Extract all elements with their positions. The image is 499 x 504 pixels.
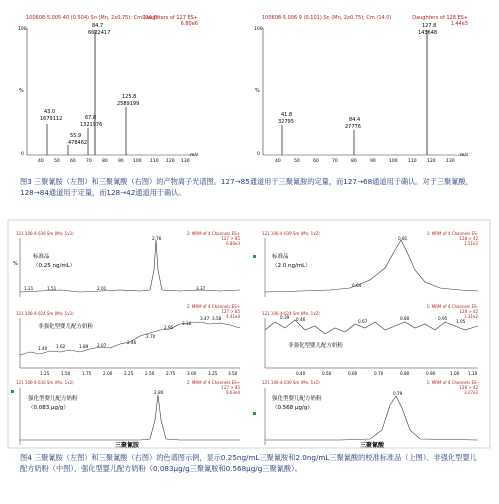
peak-label: 3.16 — [182, 321, 192, 326]
x-tick-label: 2.00 — [103, 371, 113, 376]
fig3-right-peak-label: 127.8 — [422, 23, 437, 29]
y-label: % — [13, 261, 18, 267]
x-tick-label: 90 — [118, 159, 124, 164]
peak-label: 0.46 — [296, 317, 306, 322]
fig3-right-scale: 1.44e5 — [450, 21, 468, 27]
x-tick-label: 2.50 — [145, 371, 155, 376]
panel-label: （0.083 μg/g） — [28, 405, 69, 411]
fig3-right-spectrum — [254, 15, 469, 164]
panel-header: 127 > 85 — [221, 309, 240, 314]
x-tick-label: 60 — [70, 159, 76, 164]
fig3-left-scale: 6.80e6 — [180, 21, 198, 27]
panel-label: 强化型婴儿配方奶粉 — [28, 396, 78, 402]
x-tick-label: 80 — [351, 159, 357, 164]
peak-label: 0.80 — [400, 316, 410, 321]
peak-label: 0.64 — [352, 283, 362, 288]
peak-label: 1.40 — [38, 346, 48, 351]
peak-label: 2.80 — [154, 390, 164, 395]
fig3-caption — [20, 176, 482, 198]
x-tick-label: 1.00 — [450, 371, 460, 376]
x-ticks — [40, 371, 238, 376]
x-tick-label: 1.25 — [40, 371, 50, 376]
fig3-left-peak-label: 84.7 — [92, 23, 104, 29]
panel-header: 121 106-4-030 Sm (Mn, 1x2) — [262, 380, 320, 385]
fig4-caption — [20, 452, 482, 474]
fig3-left-peak-label: 67.8 — [85, 115, 97, 121]
x-tick-label: 80 — [102, 159, 108, 164]
panel-label: 标准品 — [272, 254, 289, 260]
panel-header: 9.63e4 — [226, 390, 240, 395]
fig3-left-header: 100608-5.005 40 (0.504) Sn (Mn, 2x0.75); Cm (14.0) — [26, 15, 159, 21]
peak-label: 1.51 — [47, 286, 57, 291]
fig3-right-y100: 100 — [254, 27, 263, 32]
panel-header: 121 106-4-030 Sm (Mn, 1x2) — [16, 380, 74, 385]
panel-header: 1: MRM of 4 Channels ES- — [426, 231, 478, 236]
compound-label: 三聚氰酸 — [360, 442, 385, 449]
x-tick-label: 100 — [389, 159, 398, 164]
fig3-right-peak-label: 41.8 — [281, 112, 293, 118]
panel-label: （0.568 μg/g） — [272, 405, 313, 411]
panel-header: 2: MRM of 4 Channels ES+ — [186, 304, 240, 309]
peak-label: 2.76 — [152, 236, 162, 241]
panel-header: 121 106-4-024 Sm (Mn, 1x2) — [262, 311, 320, 316]
panel-header: 3.27e3 — [464, 390, 478, 395]
x-tick-label: 40 — [275, 159, 281, 164]
peak-label: 2.01 — [97, 286, 107, 291]
panel-header: 127 > 85 — [221, 385, 240, 390]
fig3-left-peak-label: 43.0 — [44, 109, 56, 115]
x-tick-label: 1.75 — [82, 371, 92, 376]
fig3-left-xticks — [38, 152, 199, 164]
x-tick-label: 120 — [427, 159, 436, 164]
panel-header: 6.80e3 — [226, 241, 240, 246]
fig3-left-peak-label: 125.8 — [122, 94, 137, 100]
panel-header: 1: MRM of 4 Channels ES- — [426, 304, 478, 309]
panel-header: 128 > 42 — [459, 309, 478, 314]
fig3-right-peak-label: 27776 — [345, 124, 361, 130]
fig3-right-channel: Daughters of 128 ES+ — [412, 15, 468, 21]
x-tick-label: 0.40 — [296, 371, 306, 376]
panel-header: 1.51e2 — [464, 241, 478, 246]
x-tick-label: 3.25 — [208, 371, 218, 376]
panel-label: （0.25 ng/mL） — [33, 263, 76, 269]
fig4-caption-text: 图4 三聚氰胺（左图）和三聚氰酸（右图）的色谱图示例，显示0.25ng/mL三聚氰胺和2.0ng/mL三聚氰酸的校准标准品（上图）、非强化型婴儿配方奶粉（中图）、强化型婴儿配方奶粉（0.083μg/g三聚氰胺和0.568μg/g三聚氰酸）。 — [20, 453, 477, 473]
peak-label: 0.81 — [398, 236, 408, 241]
fig3-left-peak-label: 55.9 — [70, 133, 82, 139]
peak-label: 2.70 — [146, 334, 156, 339]
peak-label: 0.67 — [358, 319, 368, 324]
panel-header: 2: MRM of 4 Channels ES+ — [186, 380, 240, 385]
fig3-left-peak-label: 2589199 — [117, 101, 140, 107]
panel-label: 标准品 — [33, 254, 50, 260]
fig4-right-chromatograms — [253, 231, 479, 449]
x-tick-label: 100 — [133, 159, 142, 164]
x-tick-label: 50 — [54, 159, 60, 164]
x-tick-label: 120 — [166, 159, 175, 164]
x-tick-label: 90 — [370, 159, 376, 164]
panel-label: （2.0 ng/mL） — [272, 263, 311, 269]
fig3-left-peak-label: 478462 — [68, 140, 88, 146]
peak-label: 1.05 — [456, 319, 466, 324]
peak-label: 0.79 — [393, 391, 403, 396]
trace — [265, 396, 478, 440]
fig3-right-ypct: % — [255, 88, 260, 94]
peak-label: 0.39 — [280, 315, 290, 320]
x-unit: m/z — [190, 153, 199, 158]
panel-label: 非强化型婴儿配方奶粉 — [38, 324, 94, 330]
peak-label: 3.37 — [196, 286, 206, 291]
x-tick-label: 3.00 — [187, 371, 197, 376]
fig3-right-header: 100608-5.006 9 (0.101) Sn (Mn, 2x0.75); Cm (14.0) — [262, 15, 392, 21]
x-tick-label: 70 — [86, 159, 92, 164]
fig3-left-peak-label: 6622417 — [88, 30, 111, 36]
panel-label: 非强化型婴儿配方奶粉 — [288, 343, 344, 349]
panel-header: 2: MRM of 4 Channels ES+ — [186, 231, 240, 236]
peak-label: 2.95 — [164, 325, 174, 330]
panel-header: 128 > 42 — [459, 385, 478, 390]
fig3-right-xticks — [275, 152, 469, 164]
x-tick-label: 110 — [150, 159, 159, 164]
fig4-frame — [8, 220, 490, 448]
marker-square — [253, 412, 256, 415]
fig3-left-y100: 100 — [18, 27, 27, 32]
x-tick-label: 0.60 — [348, 371, 358, 376]
peak-label: 3.47 — [200, 316, 210, 321]
peak-label: 3.58 — [212, 316, 222, 321]
x-tick-label: 130 — [446, 159, 455, 164]
x-tick-label: 1.50 — [61, 371, 71, 376]
panel-header: 1.31e2 — [464, 314, 478, 319]
x-tick-label: 0.80 — [400, 371, 410, 376]
marker-square — [11, 390, 14, 393]
marker-square — [253, 255, 256, 258]
panel-header: 121 106-4-024 Sm (Mn, 1x2) — [16, 311, 74, 316]
peak-label: 1.21 — [24, 286, 34, 291]
x-tick-label: 0.70 — [374, 371, 384, 376]
fig3-right-peak-label: 143648 — [418, 30, 438, 36]
peak-label: 0.95 — [438, 316, 448, 321]
trace — [265, 320, 478, 334]
x-tick-label: 70 — [332, 159, 338, 164]
panel-header: 4.41e4 — [226, 314, 240, 319]
panel-label: 强化型婴儿配方奶粉 — [272, 396, 322, 402]
panel-header: 1: MRM of 4 Channels ES- — [426, 380, 478, 385]
fig3-left-channel: Daughters of 127 ES+ — [142, 15, 198, 21]
fig3-left-ypct: % — [19, 88, 24, 94]
x-tick-label: 0.50 — [322, 371, 332, 376]
x-tick-label: 40 — [38, 159, 44, 164]
x-ticks — [296, 371, 478, 376]
peak-label: 2.46 — [127, 340, 137, 345]
fig3-left-peak-label: 1321976 — [80, 122, 103, 128]
x-tick-label: 130 — [181, 159, 190, 164]
panel-header: 128 > 42 — [459, 236, 478, 241]
x-tick-label: 2.25 — [124, 371, 134, 376]
panel-header: 121 106-4-039 Sm (Mn, 1x2) — [16, 231, 74, 236]
x-tick-label: 50 — [294, 159, 300, 164]
peak-label: 1.89 — [79, 344, 89, 349]
x-tick-label: 1.10 — [468, 371, 478, 376]
panel-header: 127 > 85 — [221, 236, 240, 241]
fig4-left-chromatograms — [11, 231, 240, 449]
fig3-right-peak-label: 32795 — [278, 119, 294, 125]
fig3-caption-text: 图3 三聚氰胺（左图）和三聚氰酸（右图）的产物离子光谱图。127→85通道用于三聚氰胺的定量，而127→68通道用于确认。对于三聚氰酸，128→84通道用于定量，而128→42通道用于确认。 — [20, 177, 473, 197]
x-tick-label: 2.75 — [166, 371, 176, 376]
fig3-right-peak-label: 84.4 — [349, 117, 361, 123]
fig3-left-spectrum — [18, 15, 199, 164]
fig3-right-y0: 0 — [257, 152, 260, 157]
x-tick-label: 3.50 — [228, 371, 238, 376]
x-tick-label: 110 — [408, 159, 417, 164]
peak-label: 1.62 — [56, 344, 66, 349]
compound-label: 三聚氰胺 — [115, 442, 140, 449]
fig3-left-peak-label: 1679112 — [40, 116, 63, 122]
fig3-left-y0: 0 — [21, 152, 24, 157]
x-tick-label: 0.90 — [426, 371, 436, 376]
x-unit: m/z — [460, 153, 469, 158]
peak-label: 2.07 — [97, 343, 107, 348]
x-tick-label: 60 — [313, 159, 319, 164]
panel-header: 121 106-4-039 Sm (Mn, 1x2) — [262, 231, 320, 236]
